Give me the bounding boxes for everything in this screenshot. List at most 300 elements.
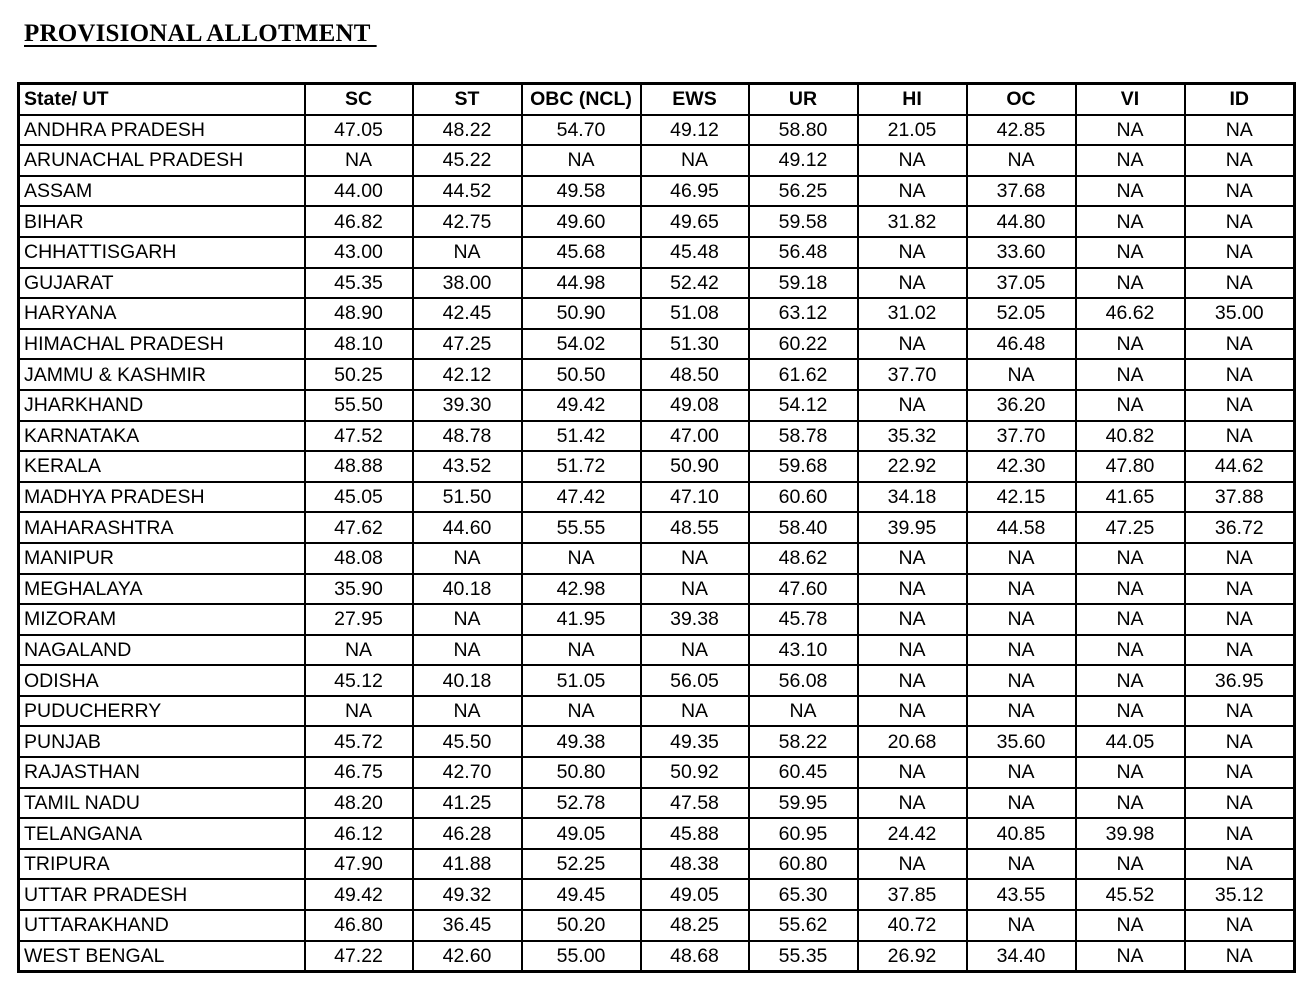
score-cell: NA xyxy=(522,145,641,176)
state-name-cell: TRIPURA xyxy=(19,849,305,880)
score-cell: 42.30 xyxy=(967,451,1076,482)
score-cell: NA xyxy=(858,696,967,727)
score-cell: NA xyxy=(1185,268,1295,299)
table-header xyxy=(19,84,1295,115)
table-row xyxy=(19,604,1295,635)
score-cell: 50.20 xyxy=(522,910,641,941)
table-row xyxy=(19,359,1295,390)
column-header-oc: OC xyxy=(967,84,1076,115)
score-cell: 42.85 xyxy=(967,115,1076,146)
score-cell: 35.32 xyxy=(858,421,967,452)
state-name-cell: UTTAR PRADESH xyxy=(19,879,305,910)
state-name-cell: MANIPUR xyxy=(19,543,305,574)
score-cell: 51.42 xyxy=(522,421,641,452)
score-cell: 52.25 xyxy=(522,849,641,880)
score-cell: 22.92 xyxy=(858,451,967,482)
score-cell: NA xyxy=(858,849,967,880)
score-cell: 39.30 xyxy=(413,390,522,421)
score-cell: NA xyxy=(1076,635,1185,666)
score-cell: NA xyxy=(1185,818,1295,849)
score-cell: 37.88 xyxy=(1185,482,1295,513)
score-cell: NA xyxy=(413,696,522,727)
score-cell: NA xyxy=(967,696,1076,727)
score-cell: NA xyxy=(1185,726,1295,757)
score-cell: 46.75 xyxy=(305,757,413,788)
score-cell: NA xyxy=(967,665,1076,696)
score-cell: 47.25 xyxy=(1076,512,1185,543)
score-cell: NA xyxy=(1076,757,1185,788)
score-cell: 46.28 xyxy=(413,818,522,849)
table-row xyxy=(19,849,1295,880)
state-name-cell: NAGALAND xyxy=(19,635,305,666)
score-cell: 39.38 xyxy=(641,604,749,635)
score-cell: 43.52 xyxy=(413,451,522,482)
score-cell: 55.00 xyxy=(522,941,641,972)
score-cell: NA xyxy=(1076,941,1185,972)
score-cell: NA xyxy=(967,849,1076,880)
score-cell: 50.25 xyxy=(305,359,413,390)
score-cell: NA xyxy=(1076,696,1185,727)
score-cell: NA xyxy=(1076,176,1185,207)
score-cell: 45.68 xyxy=(522,237,641,268)
score-cell: 38.00 xyxy=(413,268,522,299)
table-row xyxy=(19,879,1295,910)
score-cell: NA xyxy=(1185,543,1295,574)
score-cell: 45.50 xyxy=(413,726,522,757)
table-row xyxy=(19,574,1295,605)
column-header-st: ST xyxy=(413,84,522,115)
score-cell: 35.00 xyxy=(1185,298,1295,329)
score-cell: NA xyxy=(1076,574,1185,605)
score-cell: NA xyxy=(413,543,522,574)
score-cell: 54.02 xyxy=(522,329,641,360)
table-row xyxy=(19,665,1295,696)
score-cell: NA xyxy=(858,176,967,207)
state-name-cell: KERALA xyxy=(19,451,305,482)
score-cell: NA xyxy=(1076,390,1185,421)
state-name-cell: RAJASTHAN xyxy=(19,757,305,788)
column-header-state: State/ UT xyxy=(19,84,305,115)
column-header-sc: SC xyxy=(305,84,413,115)
state-name-cell: HIMACHAL PRADESH xyxy=(19,329,305,360)
state-name-cell: MEGHALAYA xyxy=(19,574,305,605)
score-cell: 55.50 xyxy=(305,390,413,421)
score-cell: 37.85 xyxy=(858,879,967,910)
score-cell: NA xyxy=(641,574,749,605)
table-row xyxy=(19,482,1295,513)
score-cell: 59.18 xyxy=(749,268,858,299)
score-cell: 49.12 xyxy=(749,145,858,176)
score-cell: NA xyxy=(858,329,967,360)
state-name-cell: PUNJAB xyxy=(19,726,305,757)
score-cell: 45.35 xyxy=(305,268,413,299)
score-cell: 33.60 xyxy=(967,237,1076,268)
score-cell: 44.80 xyxy=(967,206,1076,237)
score-cell: 48.88 xyxy=(305,451,413,482)
score-cell: NA xyxy=(967,635,1076,666)
score-cell: 49.42 xyxy=(305,879,413,910)
score-cell: 59.95 xyxy=(749,788,858,819)
table-row xyxy=(19,451,1295,482)
score-cell: 42.98 xyxy=(522,574,641,605)
score-cell: 48.78 xyxy=(413,421,522,452)
score-cell: NA xyxy=(967,757,1076,788)
score-cell: 60.80 xyxy=(749,849,858,880)
score-cell: NA xyxy=(641,635,749,666)
score-cell: 60.95 xyxy=(749,818,858,849)
state-name-cell: JAMMU & KASHMIR xyxy=(19,359,305,390)
score-cell: 48.22 xyxy=(413,115,522,146)
score-cell: 21.05 xyxy=(858,115,967,146)
score-cell: NA xyxy=(1185,145,1295,176)
score-cell: 51.50 xyxy=(413,482,522,513)
score-cell: 55.55 xyxy=(522,512,641,543)
score-cell: 44.58 xyxy=(967,512,1076,543)
state-name-cell: MADHYA PRADESH xyxy=(19,482,305,513)
score-cell: 47.05 xyxy=(305,115,413,146)
state-name-cell: UTTARAKHAND xyxy=(19,910,305,941)
score-cell: 31.82 xyxy=(858,206,967,237)
score-cell: 50.92 xyxy=(641,757,749,788)
score-cell: NA xyxy=(1185,329,1295,360)
score-cell: 36.45 xyxy=(413,910,522,941)
column-header-vi: VI xyxy=(1076,84,1185,115)
score-cell: NA xyxy=(641,696,749,727)
score-cell: NA xyxy=(1185,849,1295,880)
score-cell: 47.00 xyxy=(641,421,749,452)
score-cell: NA xyxy=(1185,788,1295,819)
score-cell: 43.00 xyxy=(305,237,413,268)
page-title: PROVISIONAL ALLOTMENT xyxy=(24,20,377,47)
score-cell: 51.05 xyxy=(522,665,641,696)
score-cell: 52.78 xyxy=(522,788,641,819)
table-row xyxy=(19,941,1295,972)
score-cell: 65.30 xyxy=(749,879,858,910)
score-cell: 47.60 xyxy=(749,574,858,605)
score-cell: 50.50 xyxy=(522,359,641,390)
score-cell: NA xyxy=(1185,910,1295,941)
score-cell: 40.18 xyxy=(413,665,522,696)
score-cell: NA xyxy=(1076,665,1185,696)
score-cell: NA xyxy=(1185,696,1295,727)
score-cell: 48.25 xyxy=(641,910,749,941)
score-cell: 48.38 xyxy=(641,849,749,880)
state-name-cell: JHARKHAND xyxy=(19,390,305,421)
score-cell: 24.42 xyxy=(858,818,967,849)
score-cell: NA xyxy=(1076,359,1185,390)
score-cell: 48.62 xyxy=(749,543,858,574)
score-cell: 40.85 xyxy=(967,818,1076,849)
column-header-id: ID xyxy=(1185,84,1295,115)
score-cell: NA xyxy=(305,145,413,176)
score-cell: 46.95 xyxy=(641,176,749,207)
table-row xyxy=(19,298,1295,329)
score-cell: NA xyxy=(967,604,1076,635)
table-row xyxy=(19,145,1295,176)
state-name-cell: WEST BENGAL xyxy=(19,941,305,972)
score-cell: 37.05 xyxy=(967,268,1076,299)
score-cell: NA xyxy=(858,237,967,268)
score-cell: NA xyxy=(858,757,967,788)
state-name-cell: CHHATTISGARH xyxy=(19,237,305,268)
score-cell: 36.95 xyxy=(1185,665,1295,696)
score-cell: NA xyxy=(1076,206,1185,237)
score-cell: 60.22 xyxy=(749,329,858,360)
score-cell: NA xyxy=(1185,176,1295,207)
score-cell: 42.15 xyxy=(967,482,1076,513)
table-row xyxy=(19,757,1295,788)
score-cell: NA xyxy=(1076,145,1185,176)
score-cell: 48.50 xyxy=(641,359,749,390)
score-cell: 20.68 xyxy=(858,726,967,757)
score-cell: NA xyxy=(522,543,641,574)
score-cell: 46.12 xyxy=(305,818,413,849)
score-cell: 47.22 xyxy=(305,941,413,972)
score-cell: 35.60 xyxy=(967,726,1076,757)
score-cell: 47.42 xyxy=(522,482,641,513)
score-cell: 42.60 xyxy=(413,941,522,972)
score-cell: NA xyxy=(641,145,749,176)
score-cell: NA xyxy=(413,635,522,666)
score-cell: 59.58 xyxy=(749,206,858,237)
state-name-cell: BIHAR xyxy=(19,206,305,237)
score-cell: 50.90 xyxy=(641,451,749,482)
score-cell: 50.80 xyxy=(522,757,641,788)
column-header-obc-ncl: OBC (NCL) xyxy=(522,84,641,115)
score-cell: 44.05 xyxy=(1076,726,1185,757)
state-name-cell: HARYANA xyxy=(19,298,305,329)
score-cell: 42.45 xyxy=(413,298,522,329)
score-cell: 56.48 xyxy=(749,237,858,268)
state-name-cell: MAHARASHTRA xyxy=(19,512,305,543)
score-cell: 35.90 xyxy=(305,574,413,605)
score-cell: NA xyxy=(967,910,1076,941)
state-name-cell: TELANGANA xyxy=(19,818,305,849)
score-cell: 43.55 xyxy=(967,879,1076,910)
score-cell: 45.78 xyxy=(749,604,858,635)
state-name-cell: ODISHA xyxy=(19,665,305,696)
score-cell: 59.68 xyxy=(749,451,858,482)
score-cell: 49.05 xyxy=(522,818,641,849)
score-cell: 47.10 xyxy=(641,482,749,513)
table-row xyxy=(19,329,1295,360)
score-cell: 47.90 xyxy=(305,849,413,880)
score-cell: 58.22 xyxy=(749,726,858,757)
table-row xyxy=(19,512,1295,543)
score-cell: NA xyxy=(1076,604,1185,635)
score-cell: 58.80 xyxy=(749,115,858,146)
score-cell: 42.75 xyxy=(413,206,522,237)
table-row xyxy=(19,421,1295,452)
score-cell: NA xyxy=(858,788,967,819)
score-cell: NA xyxy=(1185,115,1295,146)
score-cell: 55.35 xyxy=(749,941,858,972)
score-cell: 46.80 xyxy=(305,910,413,941)
score-cell: 40.82 xyxy=(1076,421,1185,452)
score-cell: 41.25 xyxy=(413,788,522,819)
score-cell: 48.68 xyxy=(641,941,749,972)
score-cell: 51.30 xyxy=(641,329,749,360)
allotment-table xyxy=(17,82,1296,973)
state-name-cell: ASSAM xyxy=(19,176,305,207)
score-cell: NA xyxy=(858,145,967,176)
score-cell: NA xyxy=(967,543,1076,574)
score-cell: NA xyxy=(1185,206,1295,237)
score-cell: 50.90 xyxy=(522,298,641,329)
score-cell: 41.95 xyxy=(522,604,641,635)
score-cell: 48.20 xyxy=(305,788,413,819)
state-name-cell: MIZORAM xyxy=(19,604,305,635)
score-cell: 41.65 xyxy=(1076,482,1185,513)
score-cell: 37.70 xyxy=(967,421,1076,452)
table-row xyxy=(19,696,1295,727)
table-row xyxy=(19,206,1295,237)
score-cell: 51.72 xyxy=(522,451,641,482)
score-cell: NA xyxy=(305,635,413,666)
table-row xyxy=(19,115,1295,146)
score-cell: 51.08 xyxy=(641,298,749,329)
column-header-hi: HI xyxy=(858,84,967,115)
score-cell: 45.22 xyxy=(413,145,522,176)
table-row xyxy=(19,237,1295,268)
score-cell: 40.18 xyxy=(413,574,522,605)
score-cell: 34.18 xyxy=(858,482,967,513)
score-cell: NA xyxy=(858,390,967,421)
score-cell: 49.60 xyxy=(522,206,641,237)
score-cell: NA xyxy=(1185,421,1295,452)
state-name-cell: TAMIL NADU xyxy=(19,788,305,819)
score-cell: 39.95 xyxy=(858,512,967,543)
score-cell: 31.02 xyxy=(858,298,967,329)
score-cell: 44.62 xyxy=(1185,451,1295,482)
score-cell: 44.60 xyxy=(413,512,522,543)
score-cell: 48.55 xyxy=(641,512,749,543)
score-cell: 36.72 xyxy=(1185,512,1295,543)
score-cell: 61.62 xyxy=(749,359,858,390)
table-row xyxy=(19,910,1295,941)
score-cell: NA xyxy=(967,359,1076,390)
score-cell: NA xyxy=(858,543,967,574)
score-cell: NA xyxy=(1185,635,1295,666)
score-cell: 54.70 xyxy=(522,115,641,146)
score-cell: NA xyxy=(858,574,967,605)
score-cell: 34.40 xyxy=(967,941,1076,972)
score-cell: 26.92 xyxy=(858,941,967,972)
score-cell: NA xyxy=(1185,390,1295,421)
score-cell: NA xyxy=(1185,237,1295,268)
score-cell: 60.60 xyxy=(749,482,858,513)
score-cell: 45.72 xyxy=(305,726,413,757)
score-cell: NA xyxy=(1076,849,1185,880)
score-cell: NA xyxy=(1185,757,1295,788)
score-cell: 46.48 xyxy=(967,329,1076,360)
score-cell: 49.05 xyxy=(641,879,749,910)
score-cell: 56.05 xyxy=(641,665,749,696)
score-cell: 46.62 xyxy=(1076,298,1185,329)
table-row xyxy=(19,543,1295,574)
score-cell: 37.70 xyxy=(858,359,967,390)
score-cell: 42.70 xyxy=(413,757,522,788)
score-cell: 40.72 xyxy=(858,910,967,941)
score-cell: NA xyxy=(749,696,858,727)
score-cell: 39.98 xyxy=(1076,818,1185,849)
score-cell: 35.12 xyxy=(1185,879,1295,910)
score-cell: NA xyxy=(641,543,749,574)
score-cell: 36.20 xyxy=(967,390,1076,421)
score-cell: 55.62 xyxy=(749,910,858,941)
score-cell: 46.82 xyxy=(305,206,413,237)
state-name-cell: ARUNACHAL PRADESH xyxy=(19,145,305,176)
score-cell: 56.08 xyxy=(749,665,858,696)
score-cell: 56.25 xyxy=(749,176,858,207)
table-row xyxy=(19,390,1295,421)
score-cell: NA xyxy=(1185,574,1295,605)
score-cell: 58.40 xyxy=(749,512,858,543)
score-cell: 41.88 xyxy=(413,849,522,880)
table-row xyxy=(19,176,1295,207)
column-header-ur: UR xyxy=(749,84,858,115)
score-cell: 44.52 xyxy=(413,176,522,207)
score-cell: NA xyxy=(967,145,1076,176)
score-cell: 49.45 xyxy=(522,879,641,910)
table-body xyxy=(19,115,1295,972)
score-cell: 63.12 xyxy=(749,298,858,329)
score-cell: 52.42 xyxy=(641,268,749,299)
score-cell: 49.08 xyxy=(641,390,749,421)
score-cell: 27.95 xyxy=(305,604,413,635)
score-cell: 49.65 xyxy=(641,206,749,237)
score-cell: 37.68 xyxy=(967,176,1076,207)
score-cell: 58.78 xyxy=(749,421,858,452)
score-cell: 45.52 xyxy=(1076,879,1185,910)
score-cell: 49.32 xyxy=(413,879,522,910)
score-cell: 54.12 xyxy=(749,390,858,421)
score-cell: NA xyxy=(1076,910,1185,941)
score-cell: NA xyxy=(1185,604,1295,635)
score-cell: NA xyxy=(305,696,413,727)
score-cell: NA xyxy=(1076,237,1185,268)
score-cell: 47.52 xyxy=(305,421,413,452)
score-cell: 44.00 xyxy=(305,176,413,207)
score-cell: 44.98 xyxy=(522,268,641,299)
score-cell: 49.42 xyxy=(522,390,641,421)
score-cell: NA xyxy=(967,574,1076,605)
score-cell: NA xyxy=(522,635,641,666)
header-row xyxy=(19,84,1295,115)
score-cell: NA xyxy=(1076,788,1185,819)
score-cell: NA xyxy=(967,788,1076,819)
score-cell: NA xyxy=(1076,329,1185,360)
score-cell: NA xyxy=(1076,268,1185,299)
column-header-ews: EWS xyxy=(641,84,749,115)
score-cell: 47.80 xyxy=(1076,451,1185,482)
score-cell: 49.12 xyxy=(641,115,749,146)
score-cell: 47.62 xyxy=(305,512,413,543)
score-cell: 49.35 xyxy=(641,726,749,757)
score-cell: NA xyxy=(413,604,522,635)
state-name-cell: ANDHRA PRADESH xyxy=(19,115,305,146)
score-cell: NA xyxy=(1076,543,1185,574)
score-cell: NA xyxy=(1185,941,1295,972)
state-name-cell: GUJARAT xyxy=(19,268,305,299)
score-cell: 47.58 xyxy=(641,788,749,819)
score-cell: 48.90 xyxy=(305,298,413,329)
score-cell: 45.88 xyxy=(641,818,749,849)
score-cell: NA xyxy=(413,237,522,268)
state-name-cell: PUDUCHERRY xyxy=(19,696,305,727)
score-cell: 45.12 xyxy=(305,665,413,696)
score-cell: NA xyxy=(1076,115,1185,146)
